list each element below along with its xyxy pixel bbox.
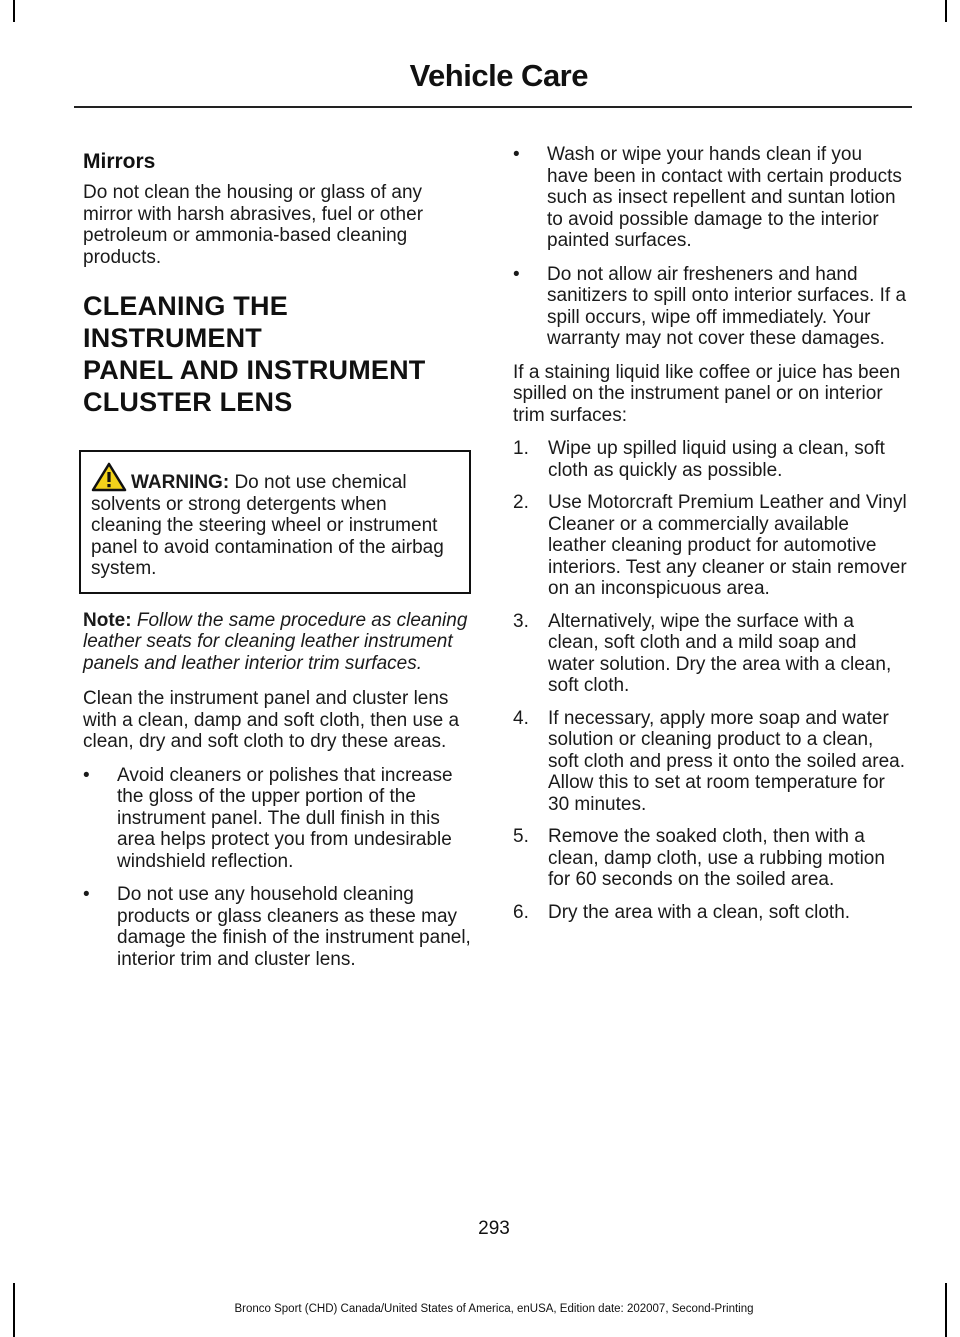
step-text: Use Motorcraft Premium Leather and Vinyl Cleaner or a commercially available leather cleaning product for automotive interiors. Test any cleaner or stain remover on an inconspicuous area. [548, 492, 907, 599]
list-item-text: Do not allow air fresheners and hand sanitizers to spill onto interior surfaces. If a spill occurs, wipe off immediately. Your warranty may not cover these damages. [547, 263, 907, 349]
warning-triangle-icon [91, 462, 127, 492]
step-number: 6. [513, 901, 529, 923]
note-paragraph [83, 610, 473, 675]
step-item [513, 708, 908, 816]
section-heading-line: CLUSTER LENS [83, 387, 293, 417]
bullet-glyph: • [83, 884, 90, 905]
step-number: 3. [513, 610, 529, 632]
step-number: 2. [513, 492, 529, 513]
section-heading-line: CLEANING THE INSTRUMENT [83, 291, 288, 353]
warning-paragraph [91, 462, 461, 580]
warning-text: Do not use chemical solvents or strong detergents when cleaning the steering wheel or instrument panel to avoid contamination of the airbag system. [91, 472, 444, 579]
list-item [83, 765, 473, 873]
list-item-text: Avoid cleaners or polishes that increase the gloss of the upper portion of the instrument panel. The dull finish in this area helps protect you from undesirable windshield reflection. [117, 764, 453, 872]
list-item-text: Wash or wipe your hands clean if you have been in contact with certain products such as insect repellent and suntan lotion to avoid possible damage to the interior painted surfaces. [547, 144, 902, 251]
list-item [83, 884, 473, 970]
step-number: 4. [513, 707, 529, 729]
list-item [513, 144, 908, 252]
right-bullet-list [513, 144, 908, 350]
warning-box [79, 450, 471, 594]
step-text: Alternatively, wipe the surface with a clean, soft cloth and a mild soap and water solution. Dry the area with a clean, soft cloth. [548, 610, 892, 696]
page-number: 293 [478, 1218, 510, 1239]
bullet-glyph: • [513, 144, 520, 165]
step-text: Remove the soaked cloth, then with a clean, damp cloth, use a rubbing motion for 60 seconds on the soiled area. [548, 826, 885, 890]
step-item [513, 611, 908, 697]
step-item [513, 438, 908, 481]
mirrors-paragraph: Do not clean the housing or glass of any mirror with harsh abrasives, fuel or other petroleum or ammonia-based cleaning products. [83, 182, 424, 268]
cleaning-steps-list [513, 438, 908, 923]
right-column [513, 144, 908, 934]
bullet-glyph: • [83, 764, 90, 786]
step-number: 1. [513, 438, 529, 459]
note-label: Note: [83, 609, 132, 631]
page-title: Vehicle Care [409, 58, 588, 93]
footer-edition-text: Bronco Sport (CHD) Canada/United States of America, enUSA, Edition date: 202007, Second-Printing [234, 1303, 754, 1315]
list-item [513, 264, 908, 350]
left-bullet-list [83, 765, 473, 971]
mirrors-heading: Mirrors [83, 150, 156, 173]
section-heading [83, 290, 473, 418]
clean-paragraph: Clean the instrument panel and cluster lens with a clean, damp and soft cloth, then use a clean, dry and soft cloth to dry these areas. [83, 688, 460, 752]
section-heading-line: PANEL AND INSTRUMENT [83, 355, 426, 385]
crop-mark [13, 0, 15, 22]
warning-label: WARNING: [131, 472, 230, 493]
step-text: If necessary, apply more soap and water solution or cleaning product to a clean, soft cloth and press it onto the soiled area. Allow this to set at room temperature for 30 minutes. [548, 707, 905, 815]
stain-paragraph: If a staining liquid like coffee or juice has been spilled on the instrument panel or on interior trim surfaces: [513, 361, 901, 426]
step-text: Dry the area with a clean, soft cloth. [548, 901, 851, 923]
step-item [513, 492, 908, 600]
step-text: Wipe up spilled liquid using a clean, soft cloth as quickly as possible. [548, 438, 885, 481]
list-item-text: Do not use any household cleaning products or glass cleaners as these may damage the finish of the instrument panel, interior trim and cluster lens. [117, 884, 471, 970]
header-divider [74, 106, 912, 108]
bullet-glyph: • [513, 263, 520, 285]
crop-mark [945, 0, 947, 22]
step-item [513, 902, 908, 924]
step-number: 5. [513, 826, 529, 847]
step-item [513, 826, 908, 891]
note-text: Follow the same procedure as cleaning leather seats for cleaning leather instrument panels and leather interior trim surfaces. [83, 609, 468, 674]
left-column [83, 144, 473, 982]
